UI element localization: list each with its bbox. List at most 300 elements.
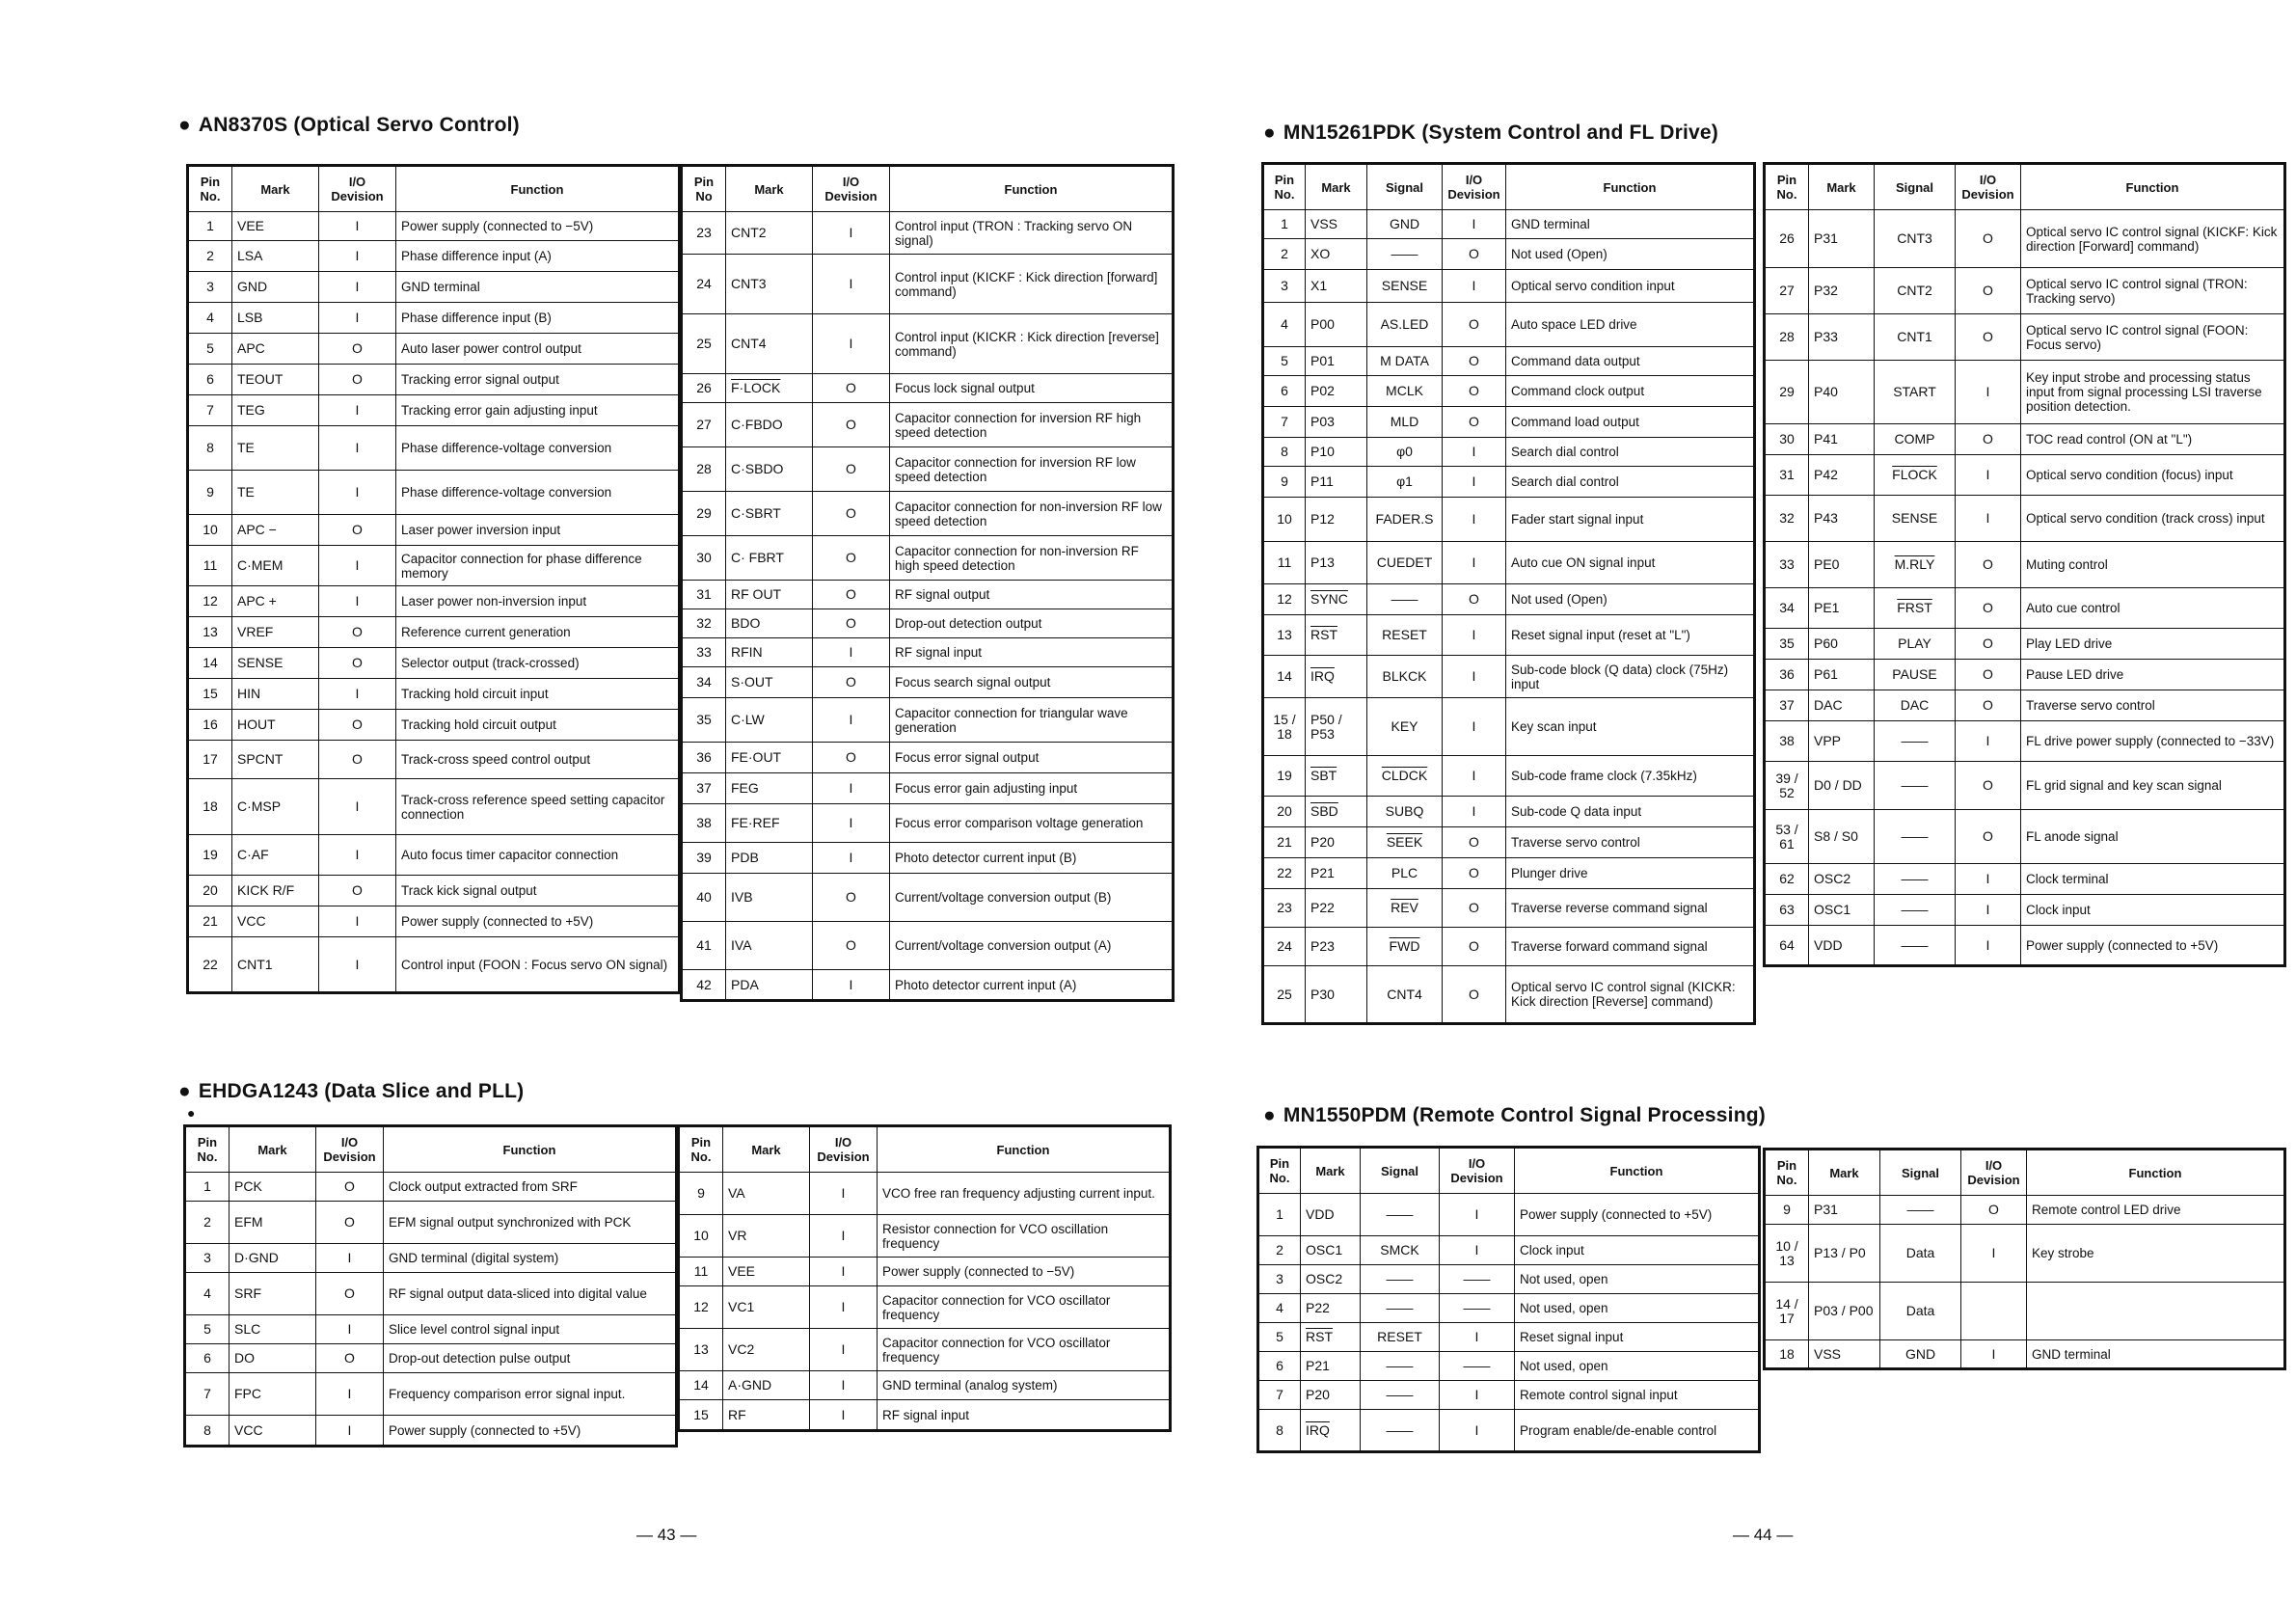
mark-cell: C·MEM — [232, 546, 319, 586]
mark-cell: P41 — [1809, 424, 1875, 455]
column-header: Mark — [1809, 164, 1875, 210]
io-cell: I — [1443, 615, 1506, 656]
mark-cell: VEE — [723, 1258, 810, 1286]
io-cell: I — [319, 426, 396, 471]
signal-cell: COMP — [1875, 424, 1956, 455]
function-cell: Focus lock signal output — [890, 374, 1174, 403]
table-row — [188, 334, 680, 365]
io-cell: I — [1443, 797, 1506, 827]
io-cell: I — [813, 773, 890, 804]
table-row — [1765, 1225, 2285, 1283]
io-cell: O — [316, 1202, 384, 1244]
io-cell: I — [810, 1215, 878, 1258]
function-cell: Traverse servo control — [2021, 690, 2285, 721]
function-cell: Control input (TRON : Tracking servo ON signal) — [890, 212, 1174, 255]
io-cell: O — [1956, 542, 2021, 588]
pin-cell: 20 — [1263, 797, 1306, 827]
pin-cell: 14 — [1263, 656, 1306, 698]
an8370s-table-a — [186, 164, 681, 994]
io-cell: I — [319, 212, 396, 241]
mark-cell: LSB — [232, 303, 319, 334]
mark-cell: C·AF — [232, 835, 319, 876]
mark-cell: VSS — [1306, 210, 1367, 239]
pin-cell: 7 — [185, 1373, 230, 1416]
signal-cell: GND — [1880, 1340, 1961, 1369]
mark-cell: P02 — [1306, 376, 1367, 407]
io-cell: O — [316, 1173, 384, 1202]
function-cell: Capacitor connection for inversion RF low speed detection — [890, 447, 1174, 492]
signal-cell: RESET — [1367, 615, 1443, 656]
mark-cell: VDD — [1809, 926, 1875, 966]
column-header: Signal — [1875, 164, 1956, 210]
pin-cell: 37 — [682, 773, 726, 804]
function-cell: Search dial control — [1506, 438, 1755, 467]
function-cell: Power supply (connected to +5V) — [1515, 1194, 1760, 1236]
table-row — [1765, 588, 2285, 629]
io-cell: O — [813, 581, 890, 609]
signal-cell: CNT1 — [1875, 314, 1956, 361]
table-row — [188, 617, 680, 648]
table-row — [188, 212, 680, 241]
table-row — [1765, 314, 2285, 361]
pin-cell: 9 — [1765, 1196, 1809, 1225]
signal-cell: PLC — [1367, 858, 1443, 889]
signal-cell: CLDCK — [1367, 756, 1443, 797]
mark-cell: APC + — [232, 586, 319, 617]
pin-cell: 5 — [185, 1315, 230, 1344]
io-cell: I — [1443, 438, 1506, 467]
function-cell: Phase difference-voltage conversion — [396, 471, 680, 515]
column-header: Function — [2021, 164, 2285, 210]
column-header: I/O Devision — [1961, 1150, 2027, 1196]
mark-cell: OSC2 — [1301, 1265, 1361, 1294]
io-cell: O — [1443, 827, 1506, 858]
pin-cell: 37 — [1765, 690, 1809, 721]
column-header: Mark — [1809, 1150, 1880, 1196]
io-cell: I — [1440, 1323, 1515, 1352]
signal-cell: φ0 — [1367, 438, 1443, 467]
mark-cell: VC1 — [723, 1286, 810, 1329]
signal-cell: —— — [1875, 864, 1956, 895]
pin-cell: 7 — [1258, 1381, 1301, 1410]
function-cell: Power supply (connected to +5V) — [2021, 926, 2285, 966]
column-header: Pin No. — [188, 166, 232, 212]
io-cell: —— — [1440, 1352, 1515, 1381]
function-cell: Slice level control signal input — [384, 1315, 677, 1344]
function-cell: Fader start signal input — [1506, 498, 1755, 542]
signal-cell: RESET — [1361, 1323, 1440, 1352]
table-row — [1765, 895, 2285, 926]
mark-cell: PDA — [726, 970, 813, 1001]
function-cell: Control input (FOON : Focus servo ON signal) — [396, 937, 680, 993]
pin-cell: 64 — [1765, 926, 1809, 966]
pin-cell: 22 — [188, 937, 232, 993]
table-row — [1263, 797, 1755, 827]
io-cell: I — [813, 638, 890, 667]
function-cell: RF signal input — [890, 638, 1174, 667]
bullet-icon: ● — [178, 114, 191, 136]
table-row — [1765, 926, 2285, 966]
signal-cell: START — [1875, 361, 1956, 424]
io-cell: O — [1956, 424, 2021, 455]
function-cell: Optical servo condition input — [1506, 270, 1755, 303]
pin-cell: 28 — [1765, 314, 1809, 361]
function-cell: FL drive power supply (connected to −33V) — [2021, 721, 2285, 762]
mark-cell: HIN — [232, 679, 319, 710]
function-cell: Key input strobe and processing status input from signal processing LSI traverse position detection. — [2021, 361, 2285, 424]
io-cell: O — [319, 365, 396, 395]
function-cell: Track kick signal output — [396, 876, 680, 906]
io-cell: I — [319, 586, 396, 617]
function-cell: Tracking hold circuit input — [396, 679, 680, 710]
table-row — [1258, 1352, 1760, 1381]
pin-cell: 12 — [1263, 584, 1306, 615]
table-row — [1263, 438, 1755, 467]
pin-cell: 6 — [185, 1344, 230, 1373]
signal-cell: AS.LED — [1367, 303, 1443, 347]
pin-cell: 39 — [682, 843, 726, 874]
table-row — [682, 743, 1174, 773]
bullet-icon: ● — [1263, 122, 1276, 144]
pin-cell: 1 — [1258, 1194, 1301, 1236]
function-cell: Not used, open — [1515, 1294, 1760, 1323]
function-cell: Optical servo IC control signal (FOON: Focus servo) — [2021, 314, 2285, 361]
mark-cell: C·MSP — [232, 779, 319, 835]
io-cell: I — [813, 255, 890, 314]
table-row — [1765, 1283, 2285, 1340]
signal-cell: FRST — [1875, 588, 1956, 629]
io-cell: I — [1443, 542, 1506, 584]
pin-cell: 7 — [188, 395, 232, 426]
signal-cell: —— — [1875, 721, 1956, 762]
table-row — [1263, 858, 1755, 889]
pin-cell: 10 — [1263, 498, 1306, 542]
signal-cell: BLKCK — [1367, 656, 1443, 698]
function-cell: Tracking error signal output — [396, 365, 680, 395]
ehdga1243-table-b — [677, 1124, 1172, 1432]
table-header-row — [185, 1126, 677, 1173]
pin-cell: 13 — [1263, 615, 1306, 656]
table-row — [188, 471, 680, 515]
pin-cell: 1 — [188, 212, 232, 241]
table-row — [1263, 270, 1755, 303]
table-row — [1765, 455, 2285, 496]
pin-cell: 23 — [1263, 889, 1306, 928]
function-cell: Clock output extracted from SRF — [384, 1173, 677, 1202]
table-row — [1765, 361, 2285, 424]
mark-cell: P33 — [1809, 314, 1875, 361]
column-header: Mark — [1306, 164, 1367, 210]
signal-cell: —— — [1361, 1265, 1440, 1294]
pin-cell: 41 — [682, 922, 726, 970]
table-row — [1765, 629, 2285, 660]
table-row — [188, 303, 680, 334]
function-cell: Capacitor connection for phase difference memory — [396, 546, 680, 586]
table-row — [188, 710, 680, 741]
mark-cell: P03 — [1306, 407, 1367, 438]
table-row — [682, 492, 1174, 536]
table-row — [1263, 698, 1755, 756]
column-header: I/O Devision — [319, 166, 396, 212]
function-cell: Key scan input — [1506, 698, 1755, 756]
io-cell: O — [1956, 660, 2021, 690]
io-cell: I — [1956, 895, 2021, 926]
table-row — [682, 609, 1174, 638]
signal-cell: KEY — [1367, 698, 1443, 756]
signal-cell: —— — [1880, 1196, 1961, 1225]
table-row — [185, 1173, 677, 1202]
io-cell: I — [1440, 1194, 1515, 1236]
pin-cell: 27 — [682, 403, 726, 447]
function-cell: Search dial control — [1506, 467, 1755, 498]
function-cell: Auto laser power control output — [396, 334, 680, 365]
function-cell: Capacitor connection for inversion RF high speed detection — [890, 403, 1174, 447]
function-cell: Optical servo IC control signal (TRON: Tracking servo) — [2021, 268, 2285, 314]
io-cell: I — [319, 679, 396, 710]
function-cell: Reset signal input — [1515, 1323, 1760, 1352]
pin-cell: 25 — [1263, 966, 1306, 1024]
io-cell: O — [813, 403, 890, 447]
function-cell: Focus error signal output — [890, 743, 1174, 773]
pin-cell: 5 — [1258, 1323, 1301, 1352]
mark-cell: TEOUT — [232, 365, 319, 395]
column-header: Mark — [723, 1126, 810, 1173]
pin-cell: 9 — [1263, 467, 1306, 498]
io-cell: I — [1956, 926, 2021, 966]
function-cell: Power supply (connected to +5V) — [396, 906, 680, 937]
table-row — [1258, 1194, 1760, 1236]
table-row — [1258, 1236, 1760, 1265]
signal-cell: —— — [1875, 762, 1956, 810]
io-cell: O — [1443, 347, 1506, 376]
mark-cell: VA — [723, 1173, 810, 1215]
io-cell: I — [319, 906, 396, 937]
pin-cell: 33 — [682, 638, 726, 667]
mark-cell: A·GND — [723, 1371, 810, 1400]
table-row — [188, 515, 680, 546]
table-row — [185, 1373, 677, 1416]
mark-cell: C· FBRT — [726, 536, 813, 581]
io-cell: —— — [1440, 1265, 1515, 1294]
table-row — [188, 546, 680, 586]
table-row — [679, 1258, 1171, 1286]
mark-cell: P30 — [1306, 966, 1367, 1024]
function-cell: Capacitor connection for VCO oscillator frequency — [878, 1286, 1171, 1329]
table-row — [1263, 467, 1755, 498]
function-cell: Auto cue ON signal input — [1506, 542, 1755, 584]
table-row — [1263, 889, 1755, 928]
pin-cell: 30 — [1765, 424, 1809, 455]
function-cell: Command data output — [1506, 347, 1755, 376]
table-row — [682, 843, 1174, 874]
io-cell: I — [316, 1373, 384, 1416]
mn1550pdm-table-b — [1763, 1148, 2286, 1370]
page-number-right: — 44 — — [1733, 1526, 1794, 1544]
io-cell: I — [810, 1400, 878, 1431]
table-row — [185, 1315, 677, 1344]
table-row — [682, 874, 1174, 922]
pin-cell: 23 — [682, 212, 726, 255]
mark-cell: P61 — [1809, 660, 1875, 690]
function-cell: Current/voltage conversion output (B) — [890, 874, 1174, 922]
io-cell: I — [813, 212, 890, 255]
mark-cell: TE — [232, 471, 319, 515]
signal-cell: —— — [1361, 1381, 1440, 1410]
mark-cell: C·SBDO — [726, 447, 813, 492]
table-row — [679, 1173, 1171, 1215]
io-cell: O — [316, 1344, 384, 1373]
column-header: Pin No. — [1765, 164, 1809, 210]
table-row — [682, 638, 1174, 667]
function-cell: Optical servo IC control signal (KICKR: Kick direction [Reverse] command) — [1506, 966, 1755, 1024]
mark-cell: F·LOCK — [726, 374, 813, 403]
io-cell: I — [1443, 756, 1506, 797]
signal-cell: M.RLY — [1875, 542, 1956, 588]
table-row — [1765, 721, 2285, 762]
mark-cell: P20 — [1301, 1381, 1361, 1410]
pin-cell: 27 — [1765, 268, 1809, 314]
function-cell: Photo detector current input (B) — [890, 843, 1174, 874]
signal-cell: FADER.S — [1367, 498, 1443, 542]
function-cell: Phase difference input (A) — [396, 241, 680, 272]
function-cell: Current/voltage conversion output (A) — [890, 922, 1174, 970]
column-header: Pin No. — [679, 1126, 723, 1173]
function-cell: RF signal output data-sliced into digital value — [384, 1273, 677, 1315]
pin-cell: 62 — [1765, 864, 1809, 895]
table-row — [679, 1286, 1171, 1329]
io-cell: I — [1956, 496, 2021, 542]
mark-cell: PDB — [726, 843, 813, 874]
mark-cell: SENSE — [232, 648, 319, 679]
signal-cell: CUEDET — [1367, 542, 1443, 584]
function-cell: Optical servo condition (focus) input — [2021, 455, 2285, 496]
function-cell: Command load output — [1506, 407, 1755, 438]
pin-cell: 24 — [1263, 928, 1306, 966]
table-row — [185, 1244, 677, 1273]
column-header: Pin No. — [1258, 1148, 1301, 1194]
function-cell: Tracking error gain adjusting input — [396, 395, 680, 426]
table-row — [1263, 407, 1755, 438]
mark-cell: PCK — [230, 1173, 316, 1202]
io-cell: I — [1440, 1236, 1515, 1265]
pin-cell: 6 — [1258, 1352, 1301, 1381]
function-cell: FL anode signal — [2021, 810, 2285, 864]
io-cell: O — [319, 710, 396, 741]
function-cell: Pause LED drive — [2021, 660, 2285, 690]
signal-cell: —— — [1361, 1194, 1440, 1236]
table-row — [1263, 376, 1755, 407]
io-cell: O — [1956, 210, 2021, 268]
function-cell: Auto cue control — [2021, 588, 2285, 629]
column-header: Mark — [1301, 1148, 1361, 1194]
column-header: I/O Devision — [316, 1126, 384, 1173]
function-cell: GND terminal — [1506, 210, 1755, 239]
mark-cell: P22 — [1301, 1294, 1361, 1323]
io-cell: I — [1956, 721, 2021, 762]
io-cell: O — [813, 743, 890, 773]
signal-cell: CNT3 — [1875, 210, 1956, 268]
io-cell: O — [1443, 407, 1506, 438]
function-cell: Auto space LED drive — [1506, 303, 1755, 347]
signal-cell: —— — [1875, 926, 1956, 966]
io-cell: I — [1961, 1225, 2027, 1283]
table-row — [1263, 347, 1755, 376]
mark-cell: $\overline{IRQ}$ — [1306, 656, 1367, 698]
io-cell: I — [1956, 361, 2021, 424]
mark-cell: P01 — [1306, 347, 1367, 376]
pin-cell: 21 — [1263, 827, 1306, 858]
io-cell: O — [319, 617, 396, 648]
pin-cell: 6 — [1263, 376, 1306, 407]
table-row — [185, 1202, 677, 1244]
io-cell: I — [810, 1329, 878, 1371]
io-cell: O — [319, 876, 396, 906]
mark-cell: P22 — [1306, 889, 1367, 928]
mark-cell: RF OUT — [726, 581, 813, 609]
mark-cell: CNT1 — [232, 937, 319, 993]
function-cell: GND terminal (digital system) — [384, 1244, 677, 1273]
pin-cell: 28 — [682, 447, 726, 492]
table-row — [1263, 756, 1755, 797]
table-header-row — [1258, 1148, 1760, 1194]
signal-cell: GND — [1367, 210, 1443, 239]
mark-cell: FPC — [230, 1373, 316, 1416]
column-header: Pin No. — [1263, 164, 1306, 210]
mark-cell: APC − — [232, 515, 319, 546]
pin-cell: 5 — [1263, 347, 1306, 376]
io-cell: I — [319, 303, 396, 334]
mark-cell: P03 / P00 — [1809, 1283, 1880, 1340]
io-cell: O — [1443, 584, 1506, 615]
pin-cell: 36 — [682, 743, 726, 773]
function-cell: Drop-out detection output — [890, 609, 1174, 638]
function-cell: Focus error comparison voltage generation — [890, 804, 1174, 843]
table-row — [1765, 210, 2285, 268]
pin-cell: 6 — [188, 365, 232, 395]
mark-cell: IVA — [726, 922, 813, 970]
pin-cell: 15 — [679, 1400, 723, 1431]
table-row — [1765, 810, 2285, 864]
io-cell: I — [319, 241, 396, 272]
column-header: Mark — [232, 166, 319, 212]
mark-cell: P31 — [1809, 1196, 1880, 1225]
mark-cell: IVB — [726, 874, 813, 922]
io-cell: O — [1956, 588, 2021, 629]
pin-cell: 10 — [188, 515, 232, 546]
function-cell: Sub-code block (Q data) clock (75Hz) input — [1506, 656, 1755, 698]
io-cell: O — [1956, 629, 2021, 660]
table-row — [1258, 1410, 1760, 1452]
function-cell: Focus search signal output — [890, 667, 1174, 698]
io-cell: I — [1440, 1410, 1515, 1452]
function-cell — [2027, 1283, 2285, 1340]
pin-cell: 19 — [188, 835, 232, 876]
io-cell: O — [1443, 858, 1506, 889]
table-header-row — [1765, 1150, 2285, 1196]
mark-cell: VREF — [232, 617, 319, 648]
mark-cell: P21 — [1301, 1352, 1361, 1381]
pin-cell: 7 — [1263, 407, 1306, 438]
mark-cell: LSA — [232, 241, 319, 272]
table-row — [679, 1400, 1171, 1431]
io-cell: O — [319, 515, 396, 546]
table-row — [679, 1215, 1171, 1258]
pin-cell: 24 — [682, 255, 726, 314]
mark-cell: BDO — [726, 609, 813, 638]
pin-cell: 19 — [1263, 756, 1306, 797]
signal-cell: PAUSE — [1875, 660, 1956, 690]
table-row — [682, 667, 1174, 698]
